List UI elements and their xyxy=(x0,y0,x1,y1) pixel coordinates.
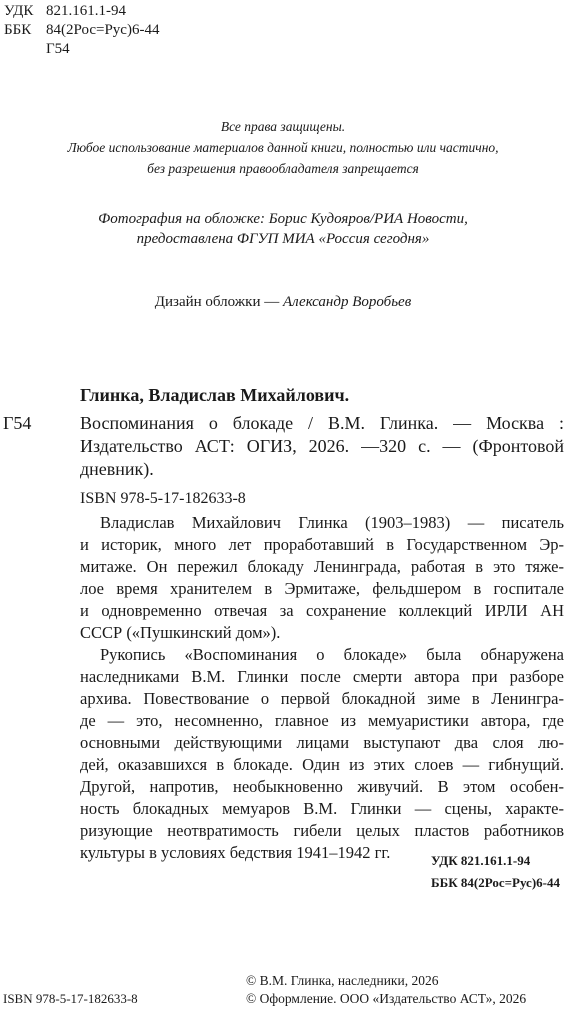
udk-row xyxy=(4,2,159,21)
udk-value: 821.161.1-94 xyxy=(46,3,126,19)
rights-line: Все права защищены. xyxy=(220,119,346,134)
rights-notice xyxy=(0,116,566,179)
annotation-line: ризующие неотвратимость гибели целых пластов работников xyxy=(80,821,564,840)
cover-designer-name: Александр Воробьев xyxy=(282,294,412,310)
author-mark-value: Г54 xyxy=(46,41,70,57)
rights-line: без разрешения правообладателя запрещается xyxy=(147,161,419,176)
annotation-line: и историк, много лет проработавший в Государственном Эр- xyxy=(80,535,564,554)
bbk-row xyxy=(4,21,159,40)
udk-summary: УДК 821.161.1-94 xyxy=(431,853,531,868)
copyright-line: © Оформление. ООО «Издательство АСТ», 2026 xyxy=(246,991,527,1006)
annotation-line: наследниками В.М. Глинки после смерти автора при разборе xyxy=(80,667,564,686)
photo-credit-line: Фотография на обложке: Борис Кудояров/РИА Новости, xyxy=(98,211,468,227)
bbk-value: 84(2Рос=Рус)6-44 xyxy=(46,22,160,38)
annotation-line: Рукопись «Воспоминания о блокаде» была обнаружена xyxy=(100,645,564,664)
bibliographic-description xyxy=(80,412,564,481)
annotation-line: лое время хранителем в Эрмитаже, фельдшером в госпитале xyxy=(80,579,564,598)
isbn: ISBN 978-5-17-182633-8 xyxy=(80,490,246,507)
catalog-mark: Г54 xyxy=(3,413,32,433)
bbk-summary: ББК 84(2Рос=Рус)6-44 xyxy=(431,875,560,890)
copyright-line: © В.М. Глинка, наследники, 2026 xyxy=(246,973,439,988)
classification-codes xyxy=(4,2,159,59)
annotation-line: и одновременно отвечая за сохранение коллекций ИРЛИ АН xyxy=(80,601,564,620)
annotation-line: митаже. Он пережил блокаду Ленинграда, работая в это тяже- xyxy=(80,557,564,576)
cover-design-label: Дизайн обложки — xyxy=(154,294,283,310)
bib-line: дневник). xyxy=(80,459,154,479)
annotation-line: ность блокадных мемуаров В.М. Глинки — сцены, характе- xyxy=(80,799,564,818)
copyright-block xyxy=(246,972,526,1008)
cover-design-credit xyxy=(0,292,566,312)
rights-line: Любое использование материалов данной книги, полностью или частично, xyxy=(67,140,499,155)
isbn-footer: ISBN 978-5-17-182633-8 xyxy=(3,991,138,1006)
annotation-line: де — это, несомненно, главное из мемуаристики автора, где xyxy=(80,711,564,730)
bbk-label: ББК xyxy=(4,22,32,38)
author-heading: Глинка, Владислав Михайлович. xyxy=(80,385,350,405)
annotation xyxy=(80,512,564,864)
udk-label: УДК xyxy=(4,3,34,19)
annotation-line: СССР («Пушкинский дом»). xyxy=(80,623,281,642)
classification-codes-summary xyxy=(431,850,560,894)
photo-credit xyxy=(0,209,566,249)
annotation-line: основными действующими лицами выступают два слоя лю- xyxy=(80,733,564,752)
annotation-line: культуры в условиях бедствия 1941–1942 гг. xyxy=(80,843,391,862)
photo-credit-line: предоставлена ФГУП МИА «Россия сегодня» xyxy=(136,231,430,247)
annotation-line: Другой, напротив, необыкновенно живучий. В этом особен- xyxy=(80,777,564,796)
author-mark-row xyxy=(4,40,159,59)
bib-line: Издательство АСТ: ОГИЗ, 2026. —320 с. — (Фронтовой xyxy=(80,436,564,456)
annotation-line: архива. Повествование о первой блокадной зиме в Ленингра- xyxy=(80,689,564,708)
annotation-line: дей, оказавшихся в блокаде. Один из этих слоев — гибнущий. xyxy=(80,755,564,774)
bib-line: Воспоминания о блокаде / В.М. Глинка. — Москва : xyxy=(80,413,564,433)
annotation-line: Владислав Михайлович Глинка (1903–1983) — писатель xyxy=(100,513,564,532)
